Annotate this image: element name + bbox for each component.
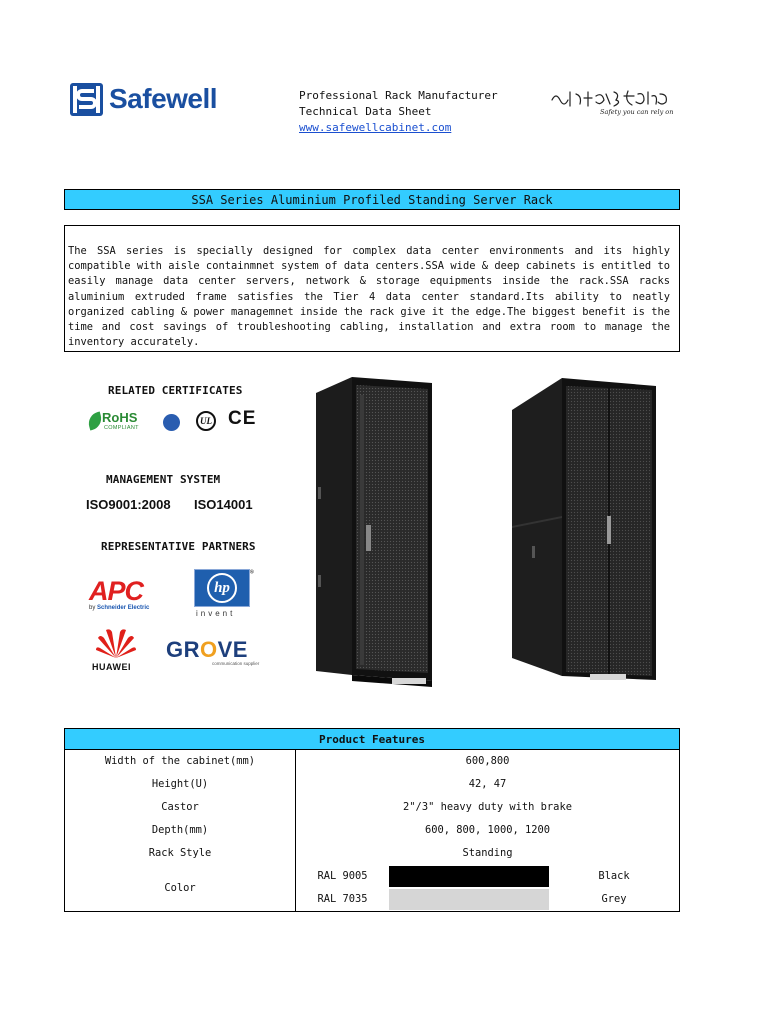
ce-logo: CE (228, 408, 257, 429)
feature-value: 600, 800, 1000, 1200 (296, 819, 680, 842)
rack-image-single-door (314, 375, 434, 687)
grove-sub: communication supplier (212, 661, 260, 666)
header-line-manufacturer: Professional Rack Manufacturer (299, 89, 498, 102)
feature-value: 42, 47 (296, 773, 680, 796)
color-code: RAL 9005 (317, 870, 368, 882)
rohs-logo (88, 410, 150, 434)
hp-invent: invent (196, 609, 236, 618)
tuv-icon (163, 414, 180, 431)
hp-logo (194, 569, 250, 607)
huawei-flower-icon (94, 626, 138, 660)
iso9001: ISO9001:2008 (86, 497, 171, 512)
feature-label: Color (65, 865, 296, 912)
header-info (299, 88, 498, 136)
feature-label: Rack Style (65, 842, 296, 865)
apc-sub-prefix: by (89, 605, 98, 611)
color-swatch-grey (389, 889, 549, 910)
feature-label: Depth(mm) (65, 819, 296, 842)
color-swatch-black (389, 866, 549, 887)
document-title: SSA Series Aluminium Profiled Standing Server Rack (64, 189, 680, 210)
slogan-english: Safety you can rely on (600, 108, 674, 116)
certificates-heading: RELATED CERTIFICATES (108, 384, 243, 397)
color-name: Black (598, 870, 630, 882)
safewell-logo-icon (70, 83, 103, 116)
apc-sub-brand: Schneider Electric (97, 605, 150, 611)
color-code: RAL 7035 (317, 893, 368, 905)
feature-value: 600,800 (296, 750, 680, 773)
rohs-sub: COMPLIANT (104, 425, 139, 431)
table-row (65, 842, 680, 865)
features-heading: Product Features (65, 729, 680, 750)
feature-value: Standing (296, 842, 680, 865)
table-row (65, 796, 680, 819)
partners-heading: REPRESENTATIVE PARTNERS (101, 540, 256, 553)
management-heading: MANAGEMENT SYSTEM (106, 473, 221, 486)
grove-text-a: GR (166, 637, 200, 662)
product-features-table (64, 728, 680, 912)
feature-label: Height(U) (65, 773, 296, 796)
table-row (65, 750, 680, 773)
safewell-logo (70, 82, 217, 116)
hp-logo-text: hp (207, 573, 237, 603)
iso14001: ISO14001 (194, 497, 253, 512)
calligraphy-icon (548, 86, 678, 110)
color-name: Grey (601, 893, 627, 905)
feature-value: 2"/3" heavy duty with brake (296, 796, 680, 819)
table-row (65, 819, 680, 842)
table-row-color (65, 865, 680, 912)
rohs-text: RoHS (102, 410, 138, 425)
website-link[interactable]: www.safewellcabinet.com (299, 121, 452, 134)
feature-label: Width of the cabinet(mm) (65, 750, 296, 773)
color-options (296, 865, 680, 912)
ul-logo: UL (196, 411, 216, 431)
huawei-text: HUAWEI (92, 662, 131, 672)
table-row (65, 773, 680, 796)
apc-sub (89, 605, 149, 611)
product-description: The SSA series is specially designed for complex data center environments and its highly compatible with aisle containmnet system of data centers.SSA wide & deep cabinets is entitled to easily manage data center servers, network & storage equipments inside the rack.SSA racks aluminium extruded frame satisfies the Tier 4 data center standard.Its ability to neatly organized cabling & power managemnet inside the rack give it the edge.The biggest benefit is the time and cost savings of troubleshooting cabling, installation and extra room to manage the inventory accurately. (64, 225, 680, 352)
grove-text-b: VE (217, 637, 248, 662)
grove-logo (166, 637, 248, 663)
rack-image-double-door (510, 376, 660, 682)
grove-text-o: O (200, 637, 218, 662)
slogan-calligraphy (548, 86, 678, 120)
hp-registered-mark: ® (250, 569, 254, 576)
apc-logo: APC (89, 576, 144, 606)
feature-label: Castor (65, 796, 296, 819)
header-line-datasheet: Technical Data Sheet (299, 105, 432, 118)
logo-text: Safewell (109, 83, 218, 114)
